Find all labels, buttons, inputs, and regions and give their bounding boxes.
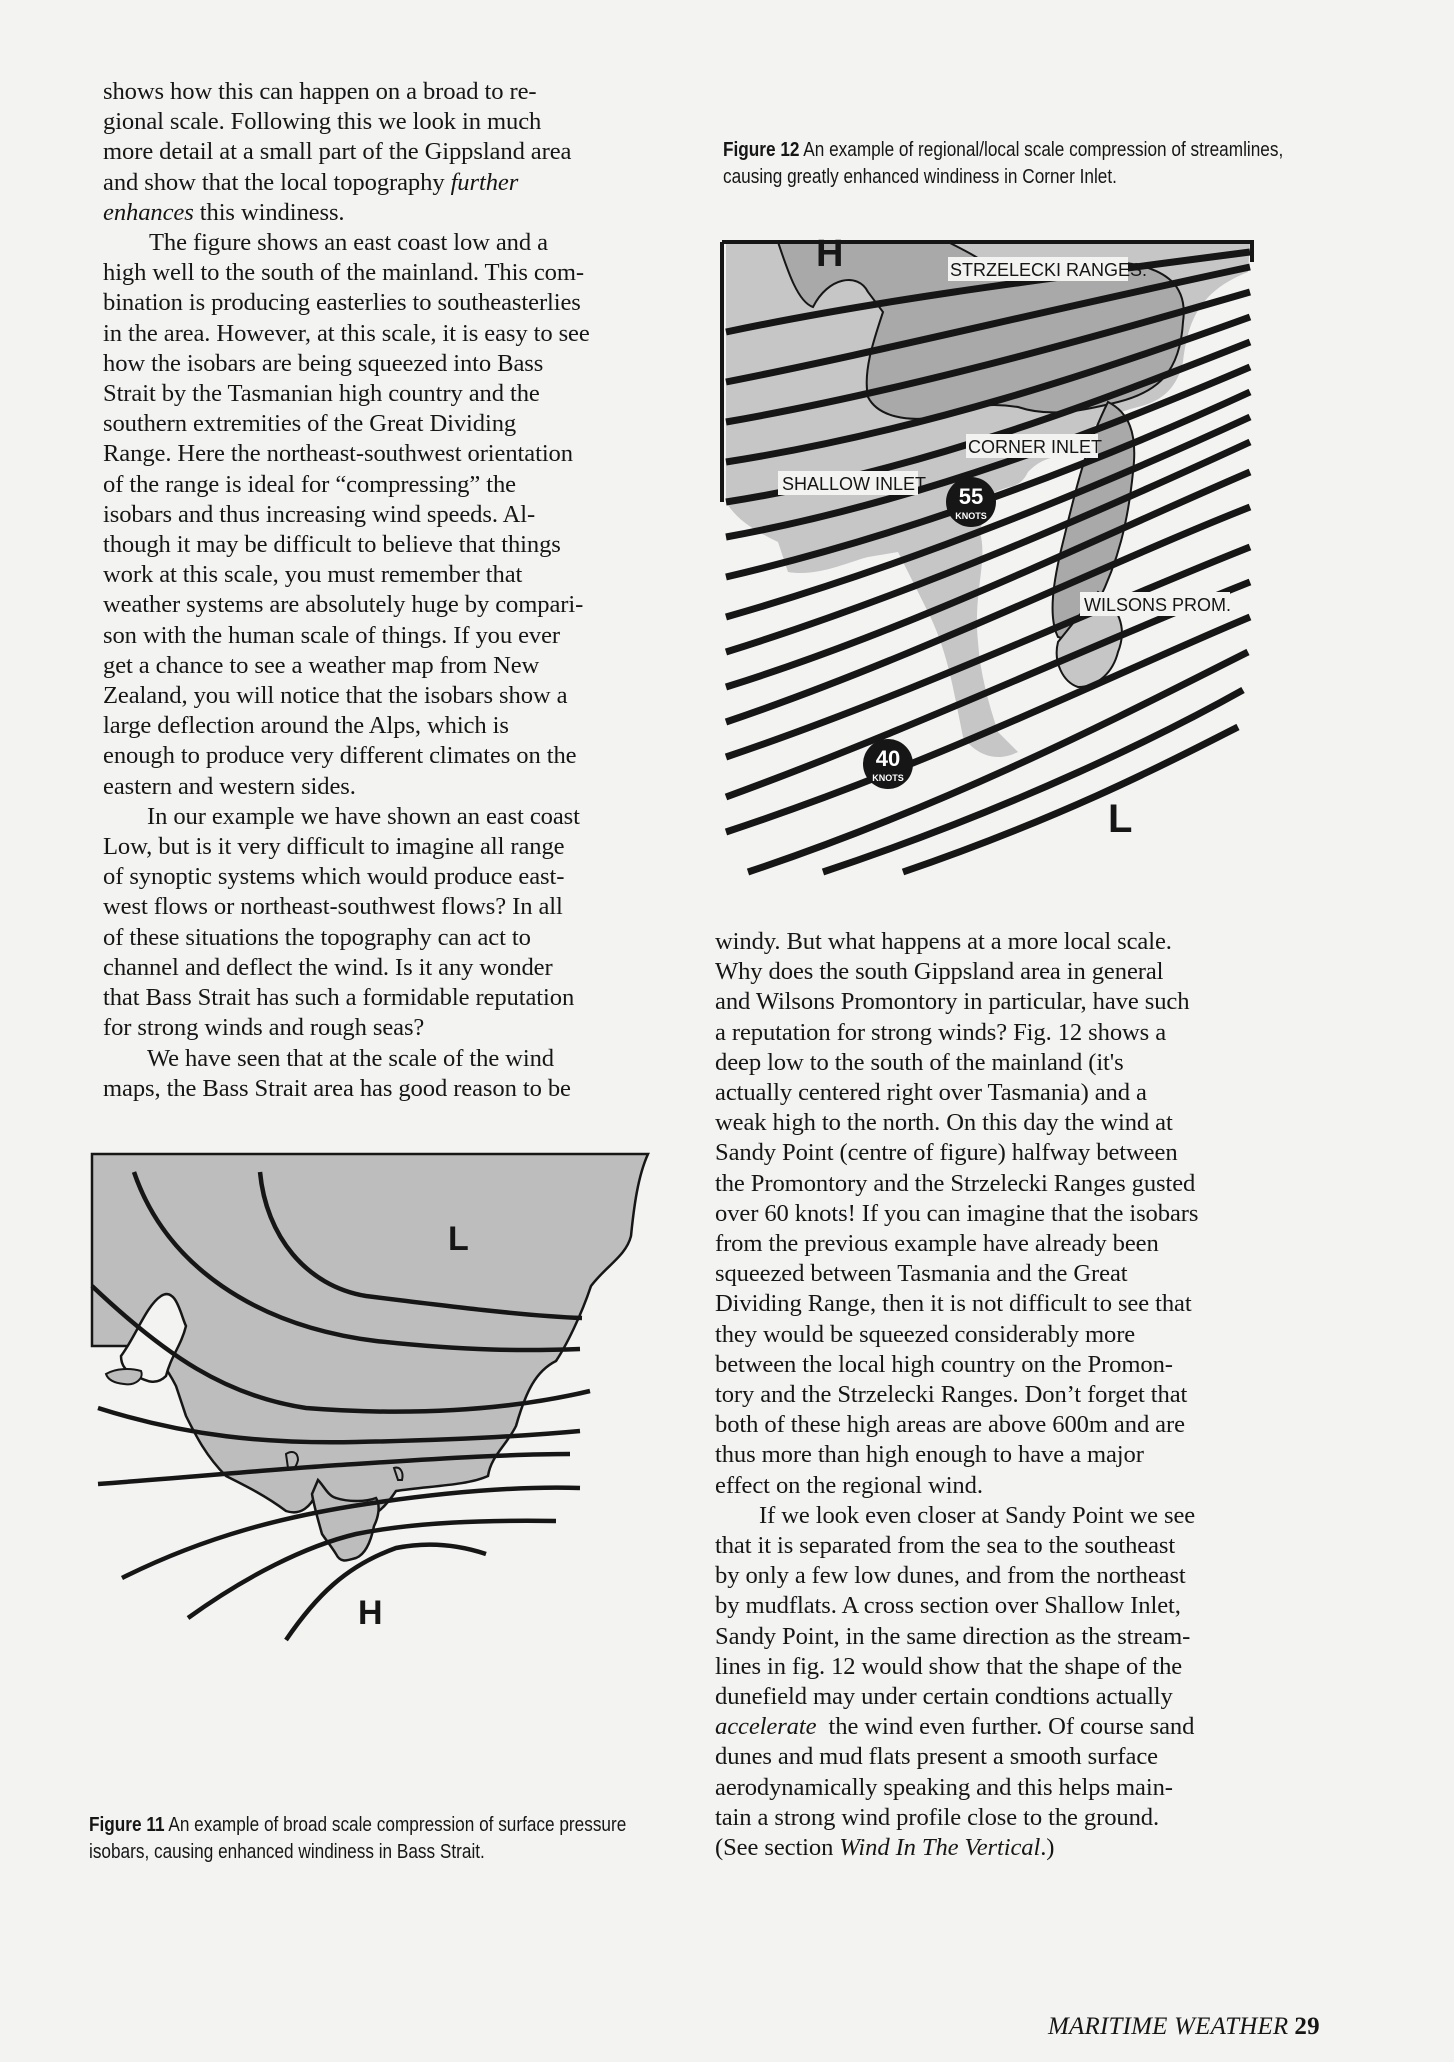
running-title: MARITIME WEATHER: [1048, 2013, 1289, 2040]
paragraph-4: [103, 1044, 683, 1104]
text-line: Low, but is it very difficult to imagine all range: [103, 833, 565, 861]
text-line: Sandy Point, in the same direction as the stream-: [715, 1622, 1191, 1650]
page-footer: [1048, 2013, 1320, 2041]
text-line: The figure shows an east coast low and a: [149, 229, 548, 257]
page-number: 29: [1294, 2013, 1320, 2040]
text-line: tory and the Strzelecki Ranges. Don’t forget that: [715, 1381, 1188, 1409]
text-line: [103, 168, 683, 198]
text-line: of these situations the topography can act to: [103, 923, 531, 951]
paragraph-2: [103, 228, 683, 802]
island-shape: [106, 1369, 142, 1384]
figure-11-label: Figure 11: [89, 1814, 165, 1836]
svg-text:KNOTS: KNOTS: [872, 773, 904, 783]
text-line: Strait by the Tasmanian high country and the: [103, 380, 540, 408]
text-line: bination is producing easterlies to southeasterlies: [103, 289, 581, 317]
text-line: Range. Here the northeast-southwest orientation: [103, 440, 573, 468]
wind-speed-badge-40: [863, 739, 913, 789]
svg-text:KNOTS: KNOTS: [955, 511, 987, 521]
text-line: deep low to the south of the mainland (it's: [715, 1048, 1124, 1076]
text-line: Why does the south Gippsland area in general: [715, 958, 1164, 986]
text-line: enough to produce very different climates on the: [103, 742, 577, 770]
text-line: If we look even closer at Sandy Point we see: [759, 1501, 1196, 1529]
text-line: southern extremities of the Great Dividing: [103, 410, 517, 438]
text-run: (See section: [715, 1834, 840, 1862]
text-line: work at this scale, you must remember that: [103, 561, 523, 589]
text-line: for strong winds and rough seas?: [103, 1014, 425, 1042]
text-line: large deflection around the Alps, which is: [103, 712, 509, 740]
emphasis: accelerate: [715, 1713, 817, 1741]
strzelecki-ranges-label: STRZELECKI RANGES.: [950, 260, 1148, 280]
corner-inlet-label: CORNER INLET: [968, 437, 1103, 457]
figure-11-caption: [89, 1812, 691, 1866]
text-line: west flows or northeast-southwest flows? In all: [103, 893, 563, 921]
text-line: the Promontory and the Strzelecki Ranges gusted: [715, 1169, 1196, 1197]
text-line: over 60 knots! If you can imagine that the isobars: [715, 1199, 1199, 1227]
streamline-map-graphic: [718, 232, 1258, 884]
text-line: squeezed between Tasmania and the Great: [715, 1260, 1128, 1288]
wind-speed-badge-55: [946, 477, 996, 527]
text-line: between the local high country on the Promon-: [715, 1350, 1173, 1378]
figure-11-caption-text: An example of broad scale compression of surface pressure isobars, causing enhanced windiness in Bass Strait.: [89, 1814, 627, 1863]
shallow-inlet-label: SHALLOW INLET: [782, 474, 927, 494]
emphasis: further: [450, 168, 519, 196]
text-run: the wind even further. Of course sand: [816, 1713, 1195, 1741]
text-line: of synoptic systems which would produce east-: [103, 863, 565, 891]
text-line: Zealand, you will notice that the isobars show a: [103, 682, 568, 710]
low-pressure-label: L: [1108, 797, 1133, 841]
text-line: thus more than high enough to have a major: [715, 1441, 1144, 1469]
text-line: gional scale. Following this we look in much: [103, 108, 542, 136]
text-line: maps, the Bass Strait area has good reason to be: [103, 1074, 571, 1102]
paragraph-5: [715, 927, 1285, 1501]
text-line: of the range is ideal for “compressing” the: [103, 470, 516, 498]
text-line: eastern and western sides.: [103, 772, 356, 800]
text-line: they would be squeezed considerably more: [715, 1320, 1136, 1348]
paragraph-6: [715, 1501, 1285, 1863]
text-line: and Wilsons Promontory in particular, have such: [715, 988, 1190, 1016]
emphasis: enhances: [103, 198, 194, 226]
left-column: [103, 77, 683, 1104]
text-line: shows how this can happen on a broad to re-: [103, 78, 537, 105]
figure-12-caption: [723, 137, 1316, 191]
high-pressure-label: H: [816, 233, 844, 275]
text-line: by mudflats. A cross section over Shallow Inlet,: [715, 1592, 1181, 1620]
text-line: how the isobars are being squeezed into Bass: [103, 349, 544, 377]
text-line: son with the human scale of things. If you ever: [103, 621, 561, 649]
text-line: a reputation for strong winds? Fig. 12 shows a: [715, 1018, 1167, 1046]
text-line: dunefield may under certain condtions actually: [715, 1683, 1173, 1711]
text-line: that Bass Strait has such a formidable reputation: [103, 984, 575, 1012]
low-pressure-label: L: [448, 1220, 469, 1258]
text-line: both of these high areas are above 600m and are: [715, 1411, 1185, 1439]
text-line: weak high to the north. On this day the wind at: [715, 1109, 1173, 1137]
text-line: from the previous example have already been: [715, 1230, 1159, 1258]
text-line: isobars and thus increasing wind speeds. Al-: [103, 500, 536, 528]
figure-12-label: Figure 12: [723, 139, 800, 161]
text-line: [715, 1712, 1285, 1742]
text-line: aerodynamically speaking and this helps main-: [715, 1773, 1173, 1801]
text-line: channel and deflect the wind. Is it any wonder: [103, 953, 553, 981]
text-run: .): [1040, 1834, 1055, 1862]
svg-text:55: 55: [958, 484, 984, 509]
text-line: get a chance to see a weather map from New: [103, 651, 540, 679]
figure-12-streamline-map: [718, 232, 1258, 884]
text-line: effect on the regional wind.: [715, 1471, 983, 1499]
text-run: and show that the local topography: [103, 168, 451, 196]
text-line: tain a strong wind profile close to the ground.: [715, 1803, 1160, 1831]
figure-11-isobar-map: [86, 1146, 662, 1796]
isobar-map-graphic: [86, 1146, 662, 1796]
text-line: windy. But what happens at a more local scale.: [715, 928, 1172, 955]
text-line: [715, 1833, 1285, 1863]
text-line: [103, 198, 683, 228]
right-column: [715, 927, 1285, 1863]
paragraph-1: [103, 77, 683, 228]
svg-text:40: 40: [875, 746, 901, 771]
text-line: We have seen that at the scale of the wind: [147, 1044, 554, 1072]
text-line: high well to the south of the mainland. This com-: [103, 259, 584, 287]
text-line: though it may be difficult to believe that things: [103, 531, 561, 559]
text-line: In our example we have shown an east coast: [147, 802, 580, 830]
wilsons-prom-label: WILSONS PROM.: [1084, 595, 1232, 615]
text-line: dunes and mud flats present a smooth surface: [715, 1743, 1158, 1771]
high-pressure-label: H: [358, 1594, 383, 1632]
text-line: actually centered right over Tasmania) and a: [715, 1079, 1147, 1107]
text-run: this windiness.: [193, 198, 345, 226]
text-line: weather systems are absolutely huge by compari-: [103, 591, 584, 619]
text-line: Dividing Range, then it is not difficult to see that: [715, 1290, 1192, 1318]
text-line: lines in fig. 12 would show that the shape of the: [715, 1652, 1183, 1680]
section-reference: Wind In The Vertical: [839, 1834, 1041, 1862]
text-line: in the area. However, at this scale, it is easy to see: [103, 319, 590, 347]
paragraph-3: [103, 802, 683, 1044]
text-line: that it is separated from the sea to the southeast: [715, 1532, 1176, 1560]
text-line: Sandy Point (centre of figure) halfway between: [715, 1139, 1178, 1167]
text-line: by only a few low dunes, and from the northeast: [715, 1562, 1186, 1590]
text-line: more detail at a small part of the Gippsland area: [103, 138, 572, 166]
figure-12-caption-text: An example of regional/local scale compression of streamlines, causing greatly enhanced windiness in Corner Inlet.: [723, 139, 1284, 188]
